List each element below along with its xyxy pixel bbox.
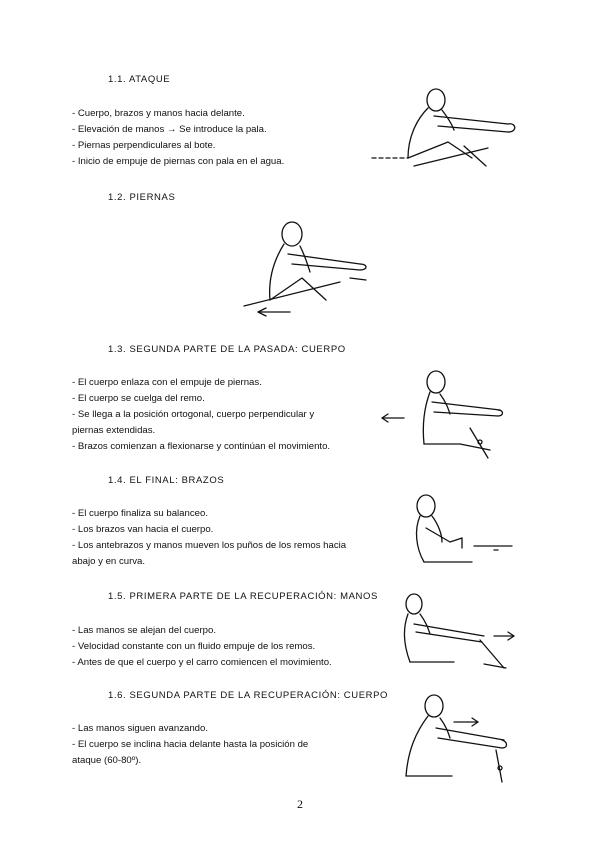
section-line: - El cuerpo finaliza su balanceo.: [72, 508, 208, 519]
section-line: - Antes de que el cuerpo y el carro comiencen el movimiento.: [72, 657, 332, 668]
section-line: - Brazos comienzan a flexionarse y continúan el movimiento.: [72, 441, 331, 452]
section-line: abajo y en curva.: [72, 556, 146, 567]
section-line: - Los antebrazos y manos mueven los puños de los remos hacia: [72, 540, 347, 551]
section-line: - Elevación de manos → Se introduce la pala.: [72, 124, 267, 135]
section-line: - Piernas perpendiculares al bote.: [72, 140, 216, 151]
rower-finish-icon: [402, 494, 522, 574]
section-line: - Velocidad constante con un fluido empuje de los remos.: [72, 641, 316, 652]
rower-legs-icon: [230, 218, 380, 318]
section-line: - Inicio de empuje de piernas con pala en el agua.: [72, 156, 285, 167]
rower-body-over-icon: [392, 692, 522, 788]
section-line: - El cuerpo enlaza con el empuje de piernas.: [72, 377, 262, 388]
section-heading-cuerpo: 1.3. SEGUNDA PARTE DE LA PASADA: CUERPO: [108, 344, 346, 355]
section-line: - Se llega a la posición ortogonal, cuerpo perpendicular y: [72, 409, 315, 420]
page-number: 2: [297, 797, 303, 811]
rower-hands-away-icon: [394, 590, 524, 676]
section-line: piernas extendidas.: [72, 425, 156, 436]
section-line: - Los brazos van hacia el cuerpo.: [72, 524, 214, 535]
section-heading-ataque: 1.1. ATAQUE: [108, 74, 171, 85]
section-line: - Las manos siguen avanzando.: [72, 723, 208, 734]
section-line: ataque (60-80º).: [72, 755, 142, 766]
section-line: - Cuerpo, brazos y manos hacia delante.: [72, 108, 245, 119]
section-line: - Las manos se alejan del cuerpo.: [72, 625, 216, 636]
section-heading-manos: 1.5. PRIMERA PARTE DE LA RECUPERACIÓN: MANOS: [108, 591, 378, 602]
rower-body-icon: [380, 368, 510, 460]
section-line: - El cuerpo se cuelga del remo.: [72, 393, 205, 404]
section-line: - El cuerpo se inclina hacia delante hasta la posición de: [72, 739, 309, 750]
rower-catch-icon: [368, 86, 528, 172]
section-heading-brazos: 1.4. EL FINAL: BRAZOS: [108, 475, 225, 486]
section-heading-recuperacion-cuerpo: 1.6. SEGUNDA PARTE DE LA RECUPERACIÓN: CUERPO: [108, 690, 389, 701]
section-heading-piernas: 1.2. PIERNAS: [108, 192, 176, 203]
